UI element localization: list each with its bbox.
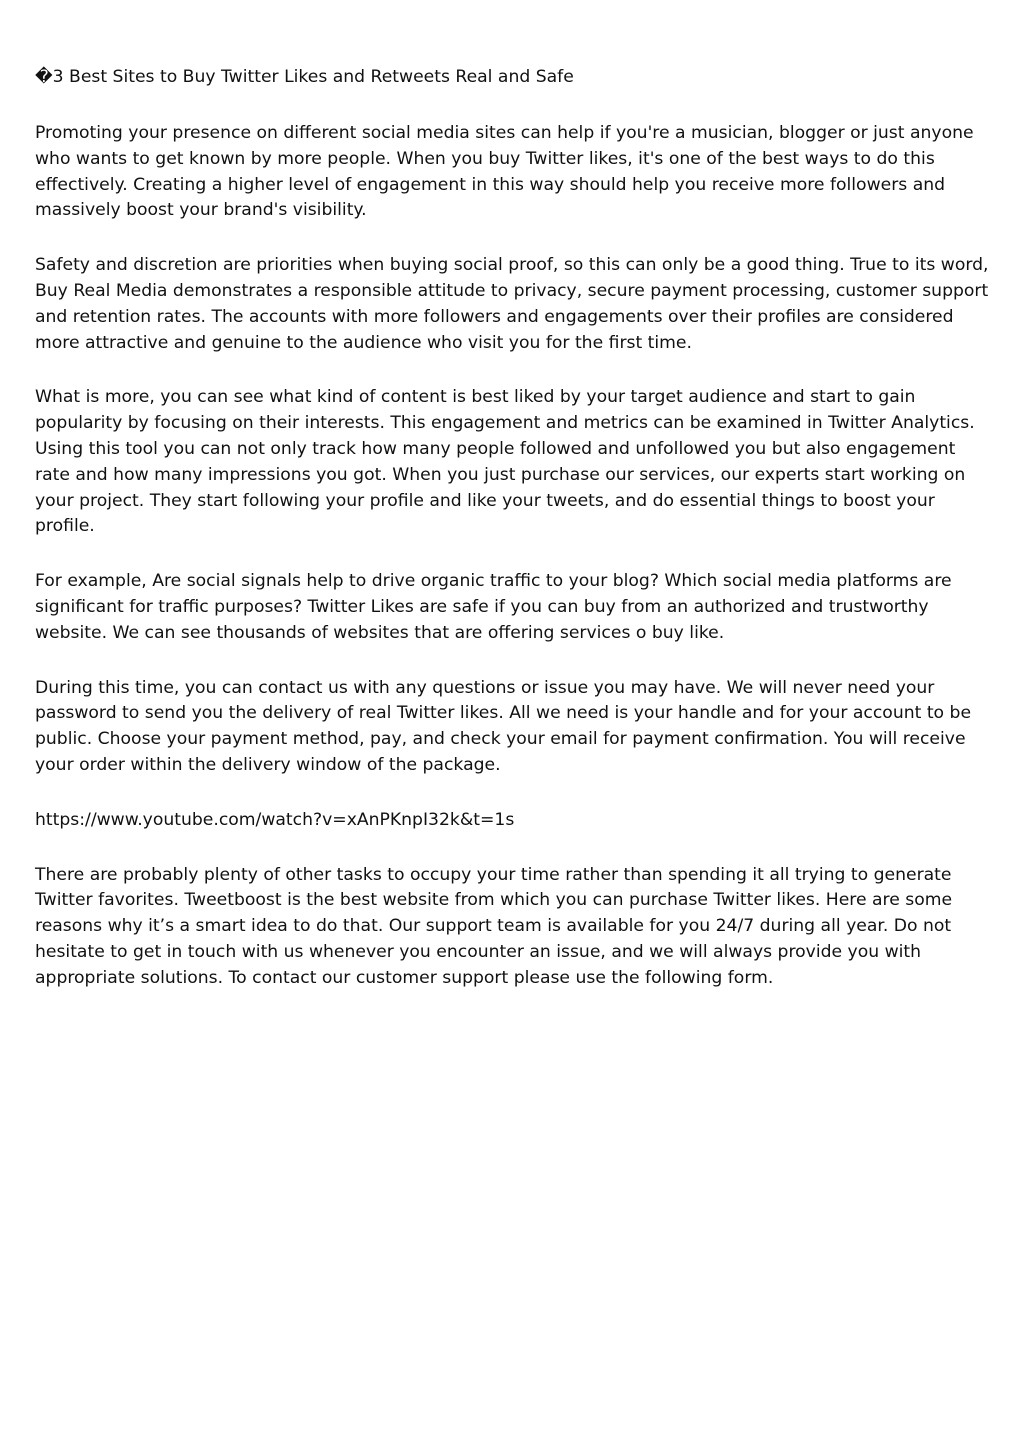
paragraph-content: What is more, you can see what kind of content is best liked by your target audience and start to gain popularity by focusing on their interests. This engagement and metrics can be examined in Twitter Analytics. Using this tool you can not only track how many people followed and unfollowed you but also engagement rate and how many impressions you got. When you just purchase our services, our experts start working on your project. They start following your profile and like your tweets, and do essential things to boost your profile. (35, 387, 975, 537)
paragraph-example: For example, Are social signals help to drive organic traffic to your blog? Which social media platforms are significant for traffic purposes? Twitter Likes are safe if you can buy from an authorized and trustworthy website. We can see thousands of websites that are offering services o buy like. (35, 571, 952, 643)
youtube-link-text: https://www.youtube.com/watch?v=xAnPKnpI32k&t=1s (35, 809, 515, 830)
document-title: �3 Best Sites to Buy Twitter Likes and Retweets Real and Safe (35, 67, 574, 87)
paragraph-tweetboost: There are probably plenty of other tasks to occupy your time rather than spending it all trying to generate Twitter favorites. Tweetboost is the best website from which you can purchase Twitter likes. Here are some reasons why it’s a smart idea to do that. Our support team is available for you 24/7 during all year. Do not hesitate to get in touch with us whenever you encounter an issue, and we will always provide you with appropriate solutions. To contact our customer support please use the following form. (35, 864, 953, 988)
document-page (35, 62, 995, 1021)
paragraph-safety: Safety and discretion are priorities when buying social proof, so this can only be a good thing. True to its word, Buy Real Media demonstrates a responsible attitude to privacy, secure payment processing, customer support and retention rates. The accounts with more followers and engagements over their profiles are considered more attractive and genuine to the audience who visit you for the first time. (35, 255, 989, 353)
paragraph-contact: During this time, you can contact us with any questions or issue you may have. We will never need your password to send you the delivery of real Twitter likes. All we need is your handle and for your account to be public. Choose your payment method, pay, and check your email for payment confirmation. You will receive your order within the delivery window of the package. (35, 677, 972, 775)
paragraph-promoting: Promoting your presence on different social media sites can help if you're a musician, blogger or just anyone who wants to get known by more people. When you buy Twitter likes, it's one of the best ways to do this effectively. Creating a higher level of engagement in this way should help you receive more followers and massively boost your brand's visibility. (35, 123, 974, 221)
